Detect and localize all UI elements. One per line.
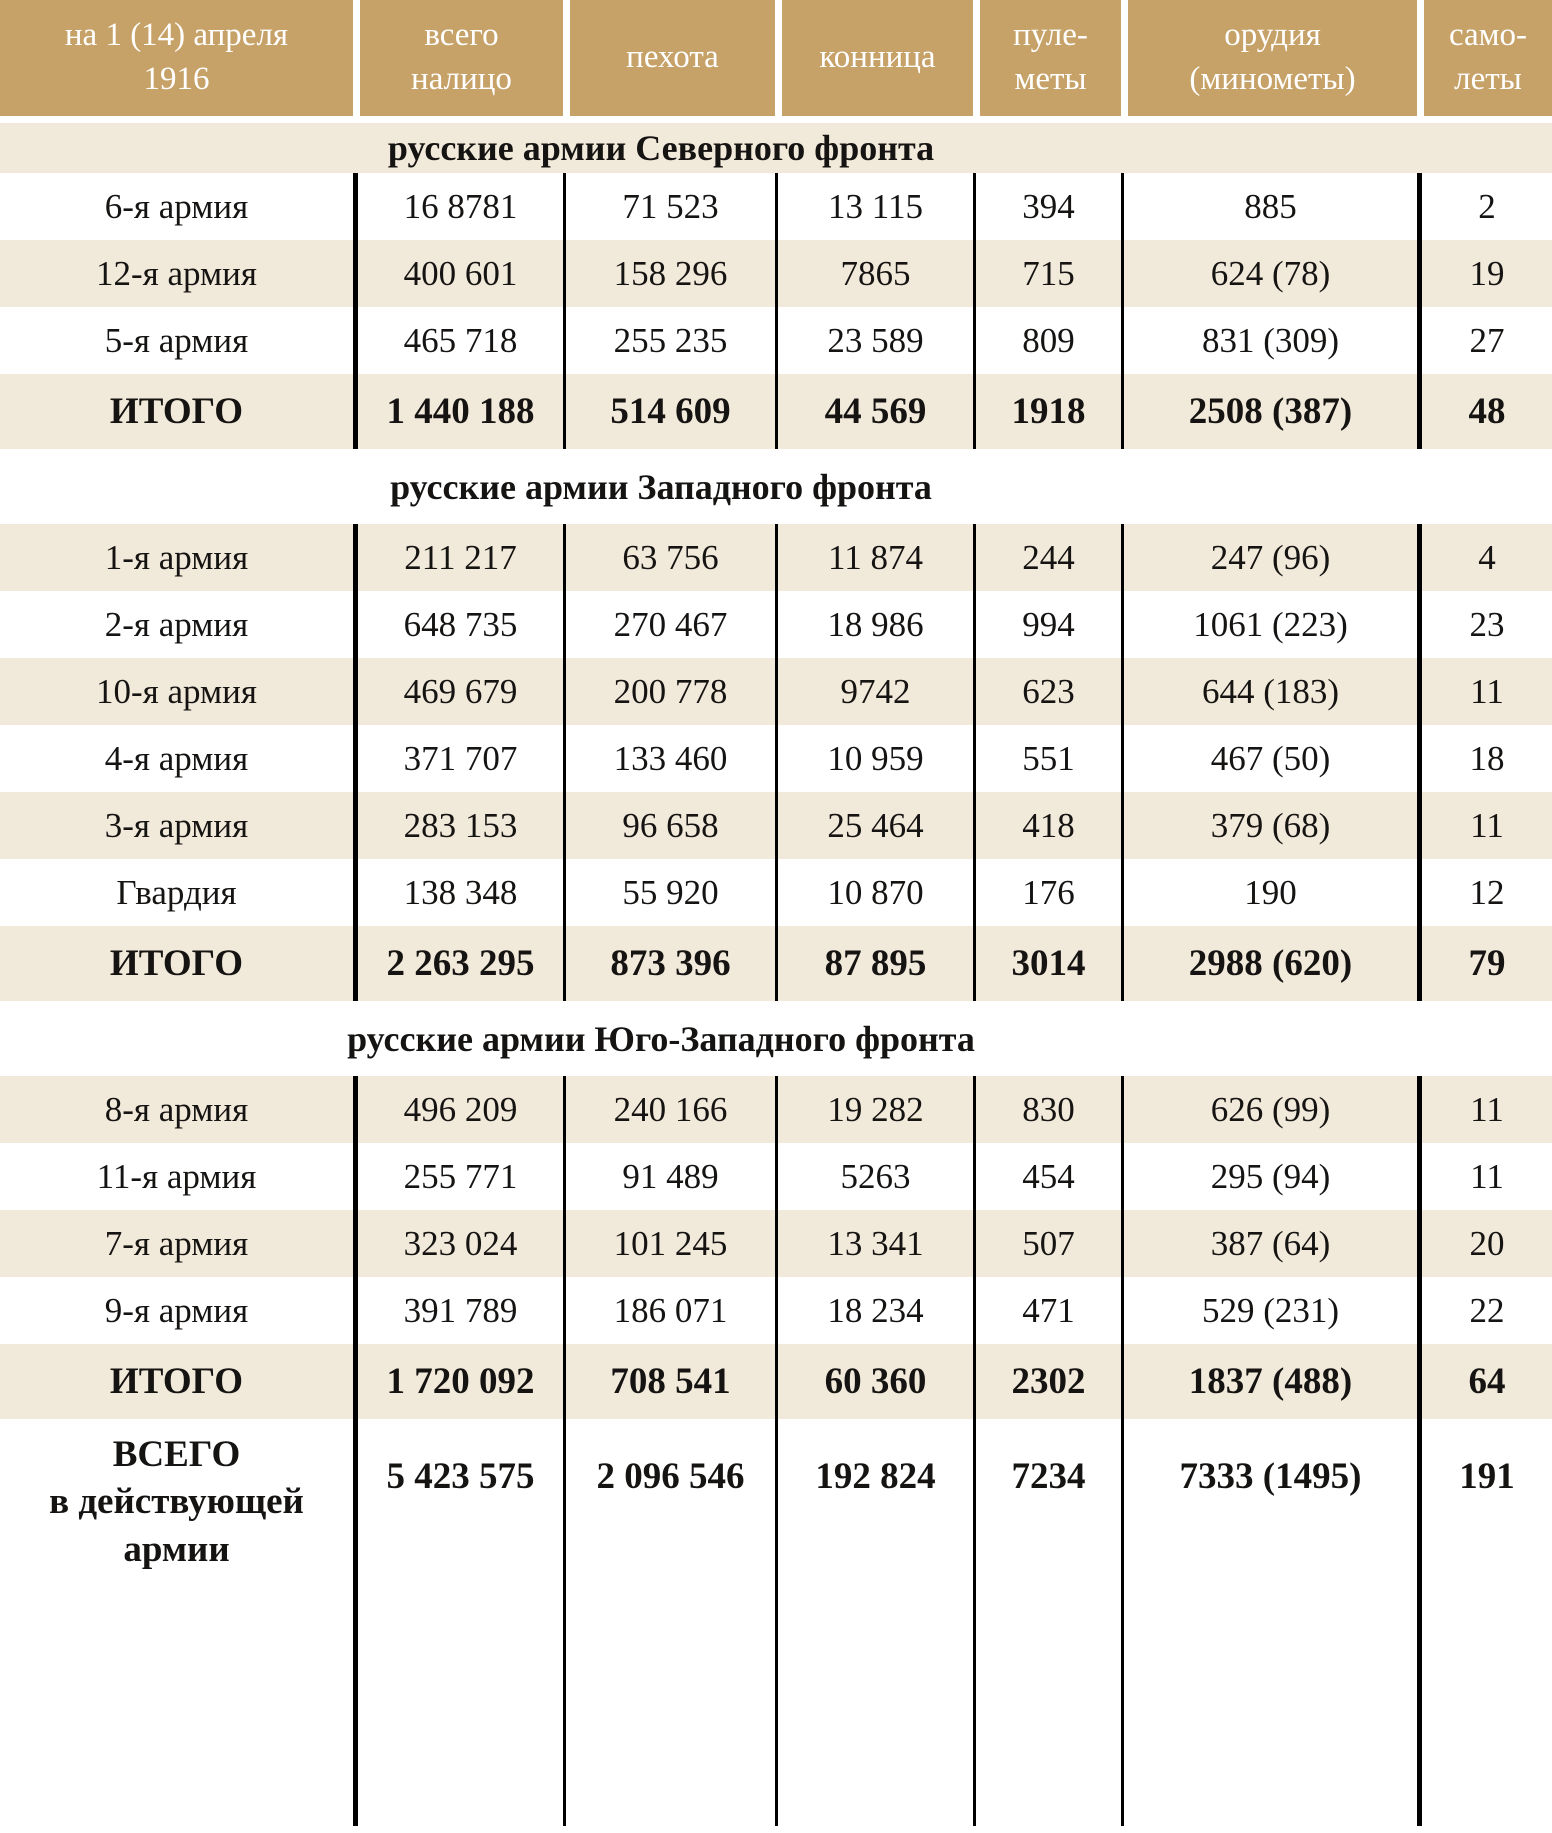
table-row <box>0 859 1552 926</box>
row-label: 8-я армия <box>104 1089 249 1129</box>
value-cell: 91 489 <box>563 1143 775 1210</box>
value-cell: 379 (68) <box>1121 792 1417 859</box>
value-cell: 176 <box>973 859 1121 926</box>
value-cell: 551 <box>973 725 1121 792</box>
value-cell: 371 707 <box>353 725 563 792</box>
header-cell-guns-mortars: орудия (минометы) <box>1121 0 1417 116</box>
value-cell: 11 874 <box>775 524 973 591</box>
value-cell: 830 <box>973 1076 1121 1143</box>
row-label: 4-я армия <box>104 738 249 778</box>
value-cell: 244 <box>973 524 1121 591</box>
row-label: 12-я армия <box>96 253 257 293</box>
value-cell: 5263 <box>775 1143 973 1210</box>
section-title-northern-front: русские армии Северного фронта <box>0 123 1552 173</box>
value-cell: 10 959 <box>775 725 973 792</box>
value-cell: 96 658 <box>563 792 775 859</box>
value-cell: 873 396 <box>563 926 775 1001</box>
value-cell: 16 8781 <box>353 173 563 240</box>
value-cell: 158 296 <box>563 240 775 307</box>
value-cell: 2988 (620) <box>1121 926 1417 1001</box>
value-cell: 48 <box>1417 374 1552 449</box>
grand-total-label: ВСЕГО в действующей армии <box>49 1434 304 1570</box>
value-cell: 469 679 <box>353 658 563 725</box>
value-cell: 190 <box>1121 859 1417 926</box>
row-label: 1-я армия <box>104 537 249 577</box>
header-cell-infantry: пехота <box>563 0 775 116</box>
value-cell: 2 263 295 <box>353 926 563 1001</box>
value-cell: 1918 <box>973 374 1121 449</box>
value-cell: 394 <box>973 173 1121 240</box>
value-cell: 391 789 <box>353 1277 563 1344</box>
value-cell: 27 <box>1417 307 1552 374</box>
value-cell: 12 <box>1417 859 1552 926</box>
value-cell: 2508 (387) <box>1121 374 1417 449</box>
value-cell: 63 756 <box>563 524 775 591</box>
value-cell: 211 217 <box>353 524 563 591</box>
table-row <box>0 1143 1552 1210</box>
row-label: 7-я армия <box>104 1223 249 1263</box>
value-cell: 465 718 <box>353 307 563 374</box>
value-cell: 2 096 546 <box>563 1419 775 1826</box>
value-cell: 101 245 <box>563 1210 775 1277</box>
row-label: 5-я армия <box>104 320 249 360</box>
value-cell: 2 <box>1417 173 1552 240</box>
header-cell-machineguns: пуле-меты <box>973 0 1121 116</box>
row-label: ИТОГО <box>109 391 244 432</box>
value-cell: 22 <box>1417 1277 1552 1344</box>
grand-total-row <box>0 1419 1552 1826</box>
row-label: Гвардия <box>116 872 237 912</box>
row-label: ИТОГО <box>109 1361 244 1402</box>
value-cell: 9742 <box>775 658 973 725</box>
value-cell: 191 <box>1417 1419 1552 1826</box>
section-total-row <box>0 926 1552 1001</box>
table-row <box>0 240 1552 307</box>
value-cell: 418 <box>973 792 1121 859</box>
value-cell: 11 <box>1417 658 1552 725</box>
table-row <box>0 524 1552 591</box>
section-total-row <box>0 1344 1552 1419</box>
value-cell: 1 720 092 <box>353 1344 563 1419</box>
table-row <box>0 1076 1552 1143</box>
value-cell: 255 235 <box>563 307 775 374</box>
value-cell: 623 <box>973 658 1121 725</box>
value-cell: 19 <box>1417 240 1552 307</box>
table-row <box>0 658 1552 725</box>
value-cell: 87 895 <box>775 926 973 1001</box>
value-cell: 71 523 <box>563 173 775 240</box>
row-label: 3-я армия <box>104 805 249 845</box>
value-cell: 64 <box>1417 1344 1552 1419</box>
row-label: 10-я армия <box>96 671 257 711</box>
value-cell: 247 (96) <box>1121 524 1417 591</box>
value-cell: 514 609 <box>563 374 775 449</box>
value-cell: 4 <box>1417 524 1552 591</box>
value-cell: 13 341 <box>775 1210 973 1277</box>
value-cell: 11 <box>1417 1076 1552 1143</box>
value-cell: 885 <box>1121 173 1417 240</box>
value-cell: 507 <box>973 1210 1121 1277</box>
table-row <box>0 1277 1552 1344</box>
value-cell: 11 <box>1417 792 1552 859</box>
value-cell: 5 423 575 <box>353 1419 563 1826</box>
value-cell: 708 541 <box>563 1344 775 1419</box>
value-cell: 186 071 <box>563 1277 775 1344</box>
table-row <box>0 792 1552 859</box>
value-cell: 133 460 <box>563 725 775 792</box>
value-cell: 715 <box>973 240 1121 307</box>
value-cell: 400 601 <box>353 240 563 307</box>
value-cell: 60 360 <box>775 1344 973 1419</box>
value-cell: 23 <box>1417 591 1552 658</box>
value-cell: 283 153 <box>353 792 563 859</box>
value-cell: 7234 <box>973 1419 1121 1826</box>
value-cell: 1 440 188 <box>353 374 563 449</box>
row-label <box>0 1419 353 1826</box>
value-cell: 387 (64) <box>1121 1210 1417 1277</box>
header-cell-date: на 1 (14) апреля 1916 <box>0 0 353 116</box>
value-cell: 18 234 <box>775 1277 973 1344</box>
row-label: 9-я армия <box>104 1290 249 1330</box>
value-cell: 44 569 <box>775 374 973 449</box>
row-label: ИТОГО <box>109 943 244 984</box>
value-cell: 240 166 <box>563 1076 775 1143</box>
row-label: 2-я армия <box>104 604 249 644</box>
value-cell: 831 (309) <box>1121 307 1417 374</box>
value-cell: 471 <box>973 1277 1121 1344</box>
value-cell: 11 <box>1417 1143 1552 1210</box>
value-cell: 20 <box>1417 1210 1552 1277</box>
value-cell: 7865 <box>775 240 973 307</box>
header-cell-aircraft: само-леты <box>1417 0 1552 116</box>
value-cell: 192 824 <box>775 1419 973 1826</box>
value-cell: 10 870 <box>775 859 973 926</box>
value-cell: 529 (231) <box>1121 1277 1417 1344</box>
row-label: 6-я армия <box>104 186 249 226</box>
value-cell: 19 282 <box>775 1076 973 1143</box>
value-cell: 3014 <box>973 926 1121 1001</box>
value-cell: 648 735 <box>353 591 563 658</box>
section-total-row <box>0 374 1552 449</box>
value-cell: 1837 (488) <box>1121 1344 1417 1419</box>
header-cell-total-present: всего налицо <box>353 0 563 116</box>
value-cell: 624 (78) <box>1121 240 1417 307</box>
value-cell: 7333 (1495) <box>1121 1419 1417 1826</box>
value-cell: 23 589 <box>775 307 973 374</box>
value-cell: 79 <box>1417 926 1552 1001</box>
value-cell: 2302 <box>973 1344 1121 1419</box>
value-cell: 255 771 <box>353 1143 563 1210</box>
value-cell: 138 348 <box>353 859 563 926</box>
table-row <box>0 1210 1552 1277</box>
value-cell: 200 778 <box>563 658 775 725</box>
value-cell: 295 (94) <box>1121 1143 1417 1210</box>
value-cell: 18 <box>1417 725 1552 792</box>
table-row <box>0 591 1552 658</box>
table-header-row <box>0 0 1552 116</box>
header-cell-cavalry: конница <box>775 0 973 116</box>
section-title-western-front: русские армии Западного фронта <box>0 449 1552 524</box>
value-cell: 25 464 <box>775 792 973 859</box>
value-cell: 809 <box>973 307 1121 374</box>
value-cell: 270 467 <box>563 591 775 658</box>
value-cell: 644 (183) <box>1121 658 1417 725</box>
value-cell: 994 <box>973 591 1121 658</box>
table-row <box>0 173 1552 240</box>
value-cell: 496 209 <box>353 1076 563 1143</box>
table-row <box>0 307 1552 374</box>
value-cell: 454 <box>973 1143 1121 1210</box>
value-cell: 467 (50) <box>1121 725 1417 792</box>
value-cell: 1061 (223) <box>1121 591 1417 658</box>
value-cell: 55 920 <box>563 859 775 926</box>
value-cell: 323 024 <box>353 1210 563 1277</box>
value-cell: 13 115 <box>775 173 973 240</box>
table-row <box>0 725 1552 792</box>
value-cell: 18 986 <box>775 591 973 658</box>
value-cell: 626 (99) <box>1121 1076 1417 1143</box>
row-label: 11-я армия <box>96 1156 257 1196</box>
section-title-southwestern-front: русские армии Юго-Западного фронта <box>0 1001 1552 1076</box>
